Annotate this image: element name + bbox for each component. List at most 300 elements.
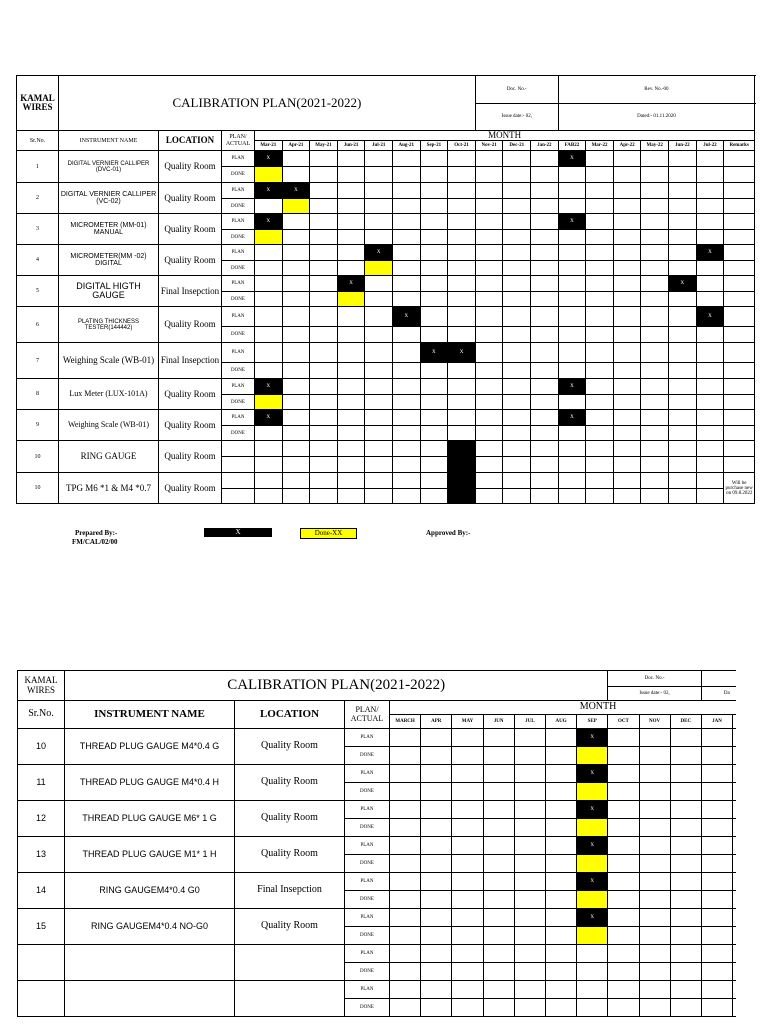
- empty-cell: [420, 327, 448, 343]
- empty-cell: [724, 395, 755, 410]
- empty-cell: [531, 327, 559, 343]
- empty-cell: [390, 729, 421, 747]
- empty-cell: [310, 167, 338, 183]
- empty-cell: [558, 261, 586, 276]
- empty-cell: [531, 276, 559, 292]
- empty-cell: [696, 410, 724, 426]
- empty-cell: [701, 981, 732, 999]
- empty-cell: [639, 981, 670, 999]
- sheet1-month-11: FAB22: [558, 141, 586, 151]
- plan-actual-header: PLAN/ ACTUAL: [222, 131, 255, 151]
- empty-cell: [365, 230, 393, 245]
- empty-cell: [420, 473, 448, 489]
- row-location: [235, 981, 345, 1017]
- empty-cell: [310, 457, 338, 473]
- row-location: Quality Room: [159, 307, 222, 343]
- empty-cell: [696, 167, 724, 183]
- empty-cell: [420, 151, 448, 167]
- empty-cell: [724, 441, 755, 457]
- empty-cell: [531, 343, 559, 363]
- empty-cell: [669, 307, 697, 327]
- empty-cell: [724, 230, 755, 245]
- done-mark-cell: [365, 261, 393, 276]
- empty-cell: [514, 837, 545, 855]
- empty-cell: [613, 473, 641, 489]
- row-sr: 12: [18, 801, 65, 837]
- empty-cell: [452, 999, 483, 1017]
- row-location: Quality Room: [235, 765, 345, 801]
- empty-cell: [724, 151, 755, 167]
- form-number: FM/CAL/02/00: [72, 538, 118, 546]
- empty-cell: [558, 327, 586, 343]
- empty-cell: [448, 230, 476, 245]
- empty-cell: [545, 891, 576, 909]
- plan-mark-cell: X: [577, 765, 608, 783]
- row-plan-label: PLAN: [345, 981, 390, 999]
- empty-cell: [669, 261, 697, 276]
- empty-cell: [641, 489, 669, 504]
- empty-cell: [390, 873, 421, 891]
- empty-cell: [282, 261, 310, 276]
- row-instrument: RING GAUGEM4*0.4 G0: [65, 873, 235, 909]
- empty-cell: [337, 245, 365, 261]
- empty-cell: [641, 276, 669, 292]
- empty-cell: [701, 729, 732, 747]
- empty-cell: [669, 214, 697, 230]
- row-location: Quality Room: [159, 183, 222, 214]
- plan-mark-cell: X: [255, 183, 283, 199]
- empty-cell: [452, 927, 483, 945]
- empty-cell: [641, 230, 669, 245]
- table-row: [18, 945, 737, 963]
- empty-cell: [421, 801, 452, 819]
- sheet1-month-13: Apr-22: [613, 141, 641, 151]
- empty-cell: [733, 891, 736, 909]
- row-done-label: [222, 457, 255, 473]
- sheet2-month-8: NOV: [639, 715, 670, 729]
- empty-cell: [420, 230, 448, 245]
- empty-cell: [421, 909, 452, 927]
- empty-cell: [696, 379, 724, 395]
- plan-mark-cell: X: [255, 410, 283, 426]
- empty-cell: [724, 214, 755, 230]
- empty-cell: [670, 909, 701, 927]
- empty-cell: [613, 426, 641, 441]
- empty-cell: [452, 765, 483, 783]
- empty-cell: [670, 963, 701, 981]
- empty-cell: [669, 327, 697, 343]
- empty-cell: [639, 873, 670, 891]
- empty-cell: [282, 167, 310, 183]
- row-plan-label: PLAN: [222, 183, 255, 199]
- empty-cell: [514, 891, 545, 909]
- empty-cell: [365, 292, 393, 307]
- row-done-label: DONE: [345, 963, 390, 981]
- empty-cell: [448, 199, 476, 214]
- empty-cell: [420, 261, 448, 276]
- company-name: KAMAL WIRES: [17, 76, 59, 131]
- empty-cell: [503, 327, 531, 343]
- empty-cell: [503, 183, 531, 199]
- empty-cell: [282, 214, 310, 230]
- empty-cell: [577, 945, 608, 963]
- empty-cell: [670, 801, 701, 819]
- empty-cell: [475, 292, 503, 307]
- empty-cell: [503, 473, 531, 489]
- empty-cell: [733, 729, 736, 747]
- empty-cell: [282, 410, 310, 426]
- empty-cell: [282, 245, 310, 261]
- empty-cell: [337, 261, 365, 276]
- empty-cell: [483, 837, 514, 855]
- empty-cell: [586, 426, 614, 441]
- empty-cell: [310, 473, 338, 489]
- empty-cell: [531, 167, 559, 183]
- empty-cell: [613, 230, 641, 245]
- empty-cell: [641, 292, 669, 307]
- empty-cell: [255, 457, 283, 473]
- row-plan-label: PLAN: [345, 945, 390, 963]
- empty-cell: [531, 489, 559, 504]
- empty-cell: [639, 909, 670, 927]
- empty-cell: [390, 891, 421, 909]
- empty-cell: [514, 855, 545, 873]
- empty-cell: [545, 963, 576, 981]
- empty-cell: [421, 945, 452, 963]
- doc-no: Doc. No.-: [475, 76, 558, 104]
- empty-cell: [392, 292, 420, 307]
- empty-cell: [613, 489, 641, 504]
- row-plan-label: [222, 441, 255, 457]
- empty-cell: [586, 327, 614, 343]
- empty-cell: [586, 199, 614, 214]
- empty-cell: [390, 837, 421, 855]
- empty-cell: [724, 327, 755, 343]
- empty-cell: [733, 945, 736, 963]
- sheet2-month-6: SEP: [577, 715, 608, 729]
- empty-cell: [670, 873, 701, 891]
- empty-cell: [503, 245, 531, 261]
- row-instrument: MICROMETER(MM -02) DIGITAL: [59, 245, 159, 276]
- empty-cell: [337, 167, 365, 183]
- row-done-label: DONE: [345, 819, 390, 837]
- empty-cell: [282, 307, 310, 327]
- empty-cell: [670, 945, 701, 963]
- empty-cell: [639, 963, 670, 981]
- sheet2-month-4: JUL: [514, 715, 545, 729]
- empty-cell: [483, 945, 514, 963]
- empty-cell: [696, 489, 724, 504]
- plan-mark-cell: X: [420, 343, 448, 363]
- empty-cell: [452, 963, 483, 981]
- empty-cell: [421, 765, 452, 783]
- empty-cell: [670, 819, 701, 837]
- row-done-label: DONE: [345, 783, 390, 801]
- empty-cell: [608, 855, 639, 873]
- empty-cell: [420, 410, 448, 426]
- empty-cell: [514, 927, 545, 945]
- empty-cell: [608, 963, 639, 981]
- empty-cell: [392, 395, 420, 410]
- empty-cell: [701, 819, 732, 837]
- empty-cell: [448, 261, 476, 276]
- empty-cell: [452, 783, 483, 801]
- empty-cell: [452, 981, 483, 999]
- empty-cell: [531, 199, 559, 214]
- row-instrument: THREAD PLUG GAUGE M4*0.4 G: [65, 729, 235, 765]
- empty-cell: [608, 765, 639, 783]
- empty-cell: [452, 819, 483, 837]
- empty-cell: [545, 747, 576, 765]
- empty-cell: [420, 167, 448, 183]
- empty-cell: [255, 276, 283, 292]
- empty-cell: [639, 783, 670, 801]
- empty-cell: [390, 801, 421, 819]
- row-done-label: DONE: [222, 261, 255, 276]
- empty-cell: [545, 909, 576, 927]
- row-location: Final Insepction: [159, 343, 222, 379]
- empty-cell: [392, 363, 420, 379]
- empty-cell: [733, 999, 736, 1017]
- empty-cell: [310, 230, 338, 245]
- empty-cell: [639, 747, 670, 765]
- empty-cell: [545, 801, 576, 819]
- empty-cell: [310, 307, 338, 327]
- row-done-label: DONE: [222, 167, 255, 183]
- empty-cell: [608, 981, 639, 999]
- row-plan-label: PLAN: [345, 837, 390, 855]
- row-instrument: DIGITAL VERNIER CALLIPER (VC-02): [59, 183, 159, 214]
- empty-cell: [337, 183, 365, 199]
- row-sr: 10: [18, 729, 65, 765]
- empty-cell: [724, 276, 755, 292]
- empty-cell: [608, 783, 639, 801]
- empty-cell: [733, 855, 736, 873]
- row-done-label: DONE: [345, 891, 390, 909]
- empty-cell: [545, 981, 576, 999]
- empty-cell: [669, 473, 697, 489]
- empty-cell: [282, 343, 310, 363]
- empty-cell: [282, 363, 310, 379]
- row-done-label: DONE: [222, 230, 255, 245]
- empty-cell: [613, 151, 641, 167]
- empty-cell: [577, 981, 608, 999]
- empty-cell: [733, 819, 736, 837]
- empty-cell: [701, 891, 732, 909]
- empty-cell: [365, 426, 393, 441]
- empty-cell: [701, 999, 732, 1017]
- table-row: [17, 151, 755, 167]
- empty-cell: [503, 426, 531, 441]
- empty-cell: [558, 395, 586, 410]
- empty-cell: [641, 261, 669, 276]
- row-location: Quality Room: [159, 245, 222, 276]
- done-mark-cell: [577, 891, 608, 909]
- empty-cell: [724, 307, 755, 327]
- empty-cell: [558, 343, 586, 363]
- plan-mark-cell: X: [577, 729, 608, 747]
- empty-cell: [545, 945, 576, 963]
- empty-cell: [448, 214, 476, 230]
- empty-cell: [531, 292, 559, 307]
- sheet2-month-7: OCT: [608, 715, 639, 729]
- empty-cell: [390, 945, 421, 963]
- sheet1-month-12: Mar-22: [586, 141, 614, 151]
- empty-cell: [558, 199, 586, 214]
- empty-cell: [452, 837, 483, 855]
- row-location: Quality Room: [235, 837, 345, 873]
- row-plan-label: PLAN: [345, 729, 390, 747]
- empty-cell: [503, 151, 531, 167]
- empty-cell: [608, 927, 639, 945]
- empty-cell: [639, 729, 670, 747]
- empty-cell: [310, 363, 338, 379]
- empty-cell: [483, 819, 514, 837]
- empty-cell: [608, 819, 639, 837]
- empty-cell: [724, 245, 755, 261]
- sr-header-2: Sr.No.: [18, 701, 65, 729]
- doc-no-2: Doc. No.-: [608, 671, 702, 687]
- empty-cell: [724, 379, 755, 395]
- empty-cell: [670, 981, 701, 999]
- sheet1-month-14: May-22: [641, 141, 669, 151]
- empty-cell: [390, 855, 421, 873]
- row-sr: [18, 945, 65, 981]
- empty-cell: [337, 473, 365, 489]
- table-row: [18, 981, 737, 999]
- empty-cell: [420, 245, 448, 261]
- row-location: Quality Room: [159, 441, 222, 473]
- empty-cell: [639, 819, 670, 837]
- empty-cell: [255, 307, 283, 327]
- empty-cell: [586, 307, 614, 327]
- empty-cell: [531, 363, 559, 379]
- empty-cell: [255, 245, 283, 261]
- empty-cell: [586, 183, 614, 199]
- empty-cell: [421, 999, 452, 1017]
- empty-cell: [696, 441, 724, 457]
- empty-cell: [475, 426, 503, 441]
- empty-cell: [475, 395, 503, 410]
- empty-cell: [696, 473, 724, 489]
- empty-cell: [514, 963, 545, 981]
- row-done-label: DONE: [345, 855, 390, 873]
- empty-cell: [475, 261, 503, 276]
- empty-cell: [421, 981, 452, 999]
- empty-cell: [337, 426, 365, 441]
- row-sr: 13: [18, 837, 65, 873]
- empty-cell: [701, 765, 732, 783]
- empty-cell: [641, 214, 669, 230]
- empty-cell: [669, 489, 697, 504]
- empty-cell: [475, 151, 503, 167]
- empty-cell: [310, 489, 338, 504]
- row-instrument: THREAD PLUG GAUGE M4*0.4 H: [65, 765, 235, 801]
- empty-cell: [514, 999, 545, 1017]
- empty-cell: [696, 457, 724, 473]
- empty-cell: [392, 327, 420, 343]
- empty-cell: [448, 379, 476, 395]
- empty-cell: [669, 292, 697, 307]
- row-sr: 1: [17, 151, 59, 183]
- calibration-sheet-1: [16, 75, 755, 504]
- empty-cell: [365, 489, 393, 504]
- empty-cell: [545, 873, 576, 891]
- empty-cell: [452, 945, 483, 963]
- plan-actual-header-2: PLAN/ ACTUAL: [345, 701, 390, 729]
- empty-cell: [531, 230, 559, 245]
- done-mark-cell: [255, 230, 283, 245]
- row-instrument: THREAD PLUG GAUGE M6* 1 G: [65, 801, 235, 837]
- empty-cell: [483, 855, 514, 873]
- location-header: LOCATION: [159, 131, 222, 151]
- table-row: [17, 183, 755, 199]
- row-sr: 11: [18, 765, 65, 801]
- empty-cell: [733, 963, 736, 981]
- empty-cell: [282, 151, 310, 167]
- row-location: Final Insepction: [235, 873, 345, 909]
- done-mark-cell: [337, 292, 365, 307]
- empty-cell: [390, 909, 421, 927]
- empty-cell: [696, 276, 724, 292]
- empty-cell: [724, 363, 755, 379]
- empty-cell: [531, 151, 559, 167]
- empty-cell: [545, 999, 576, 1017]
- empty-cell: [421, 783, 452, 801]
- empty-cell: [670, 783, 701, 801]
- empty-cell: [452, 729, 483, 747]
- empty-cell: [641, 410, 669, 426]
- empty-cell: [255, 473, 283, 489]
- empty-cell: [641, 395, 669, 410]
- empty-cell: [701, 909, 732, 927]
- plan-mark-cell: X: [577, 801, 608, 819]
- empty-cell: [392, 441, 420, 457]
- plan-mark-cell: X: [558, 151, 586, 167]
- blocked-cell: [448, 473, 476, 504]
- empty-cell: [586, 167, 614, 183]
- empty-cell: [365, 395, 393, 410]
- empty-cell: [558, 276, 586, 292]
- empty-cell: [670, 747, 701, 765]
- row-instrument: MICROMETER (MM-01) MANUAL: [59, 214, 159, 245]
- empty-cell: [390, 981, 421, 999]
- empty-cell: [613, 245, 641, 261]
- empty-cell: [448, 183, 476, 199]
- row-location: Quality Room: [159, 151, 222, 183]
- empty-cell: [696, 230, 724, 245]
- empty-cell: [514, 981, 545, 999]
- empty-cell: [613, 292, 641, 307]
- sr-header: Sr.No.: [17, 131, 59, 151]
- empty-cell: [420, 276, 448, 292]
- empty-cell: [483, 801, 514, 819]
- empty-cell: [337, 457, 365, 473]
- empty-cell: [310, 199, 338, 214]
- empty-cell: [421, 855, 452, 873]
- empty-cell: [558, 292, 586, 307]
- empty-cell: [310, 426, 338, 441]
- plan-mark-cell: X: [558, 410, 586, 426]
- row-instrument: RING GAUGE: [59, 441, 159, 473]
- row-done-label: [222, 489, 255, 504]
- empty-cell: [337, 151, 365, 167]
- empty-cell: [701, 801, 732, 819]
- empty-cell: [613, 307, 641, 327]
- empty-cell: [545, 855, 576, 873]
- issue-date: Issue date:- 02,: [475, 104, 558, 131]
- empty-cell: [586, 489, 614, 504]
